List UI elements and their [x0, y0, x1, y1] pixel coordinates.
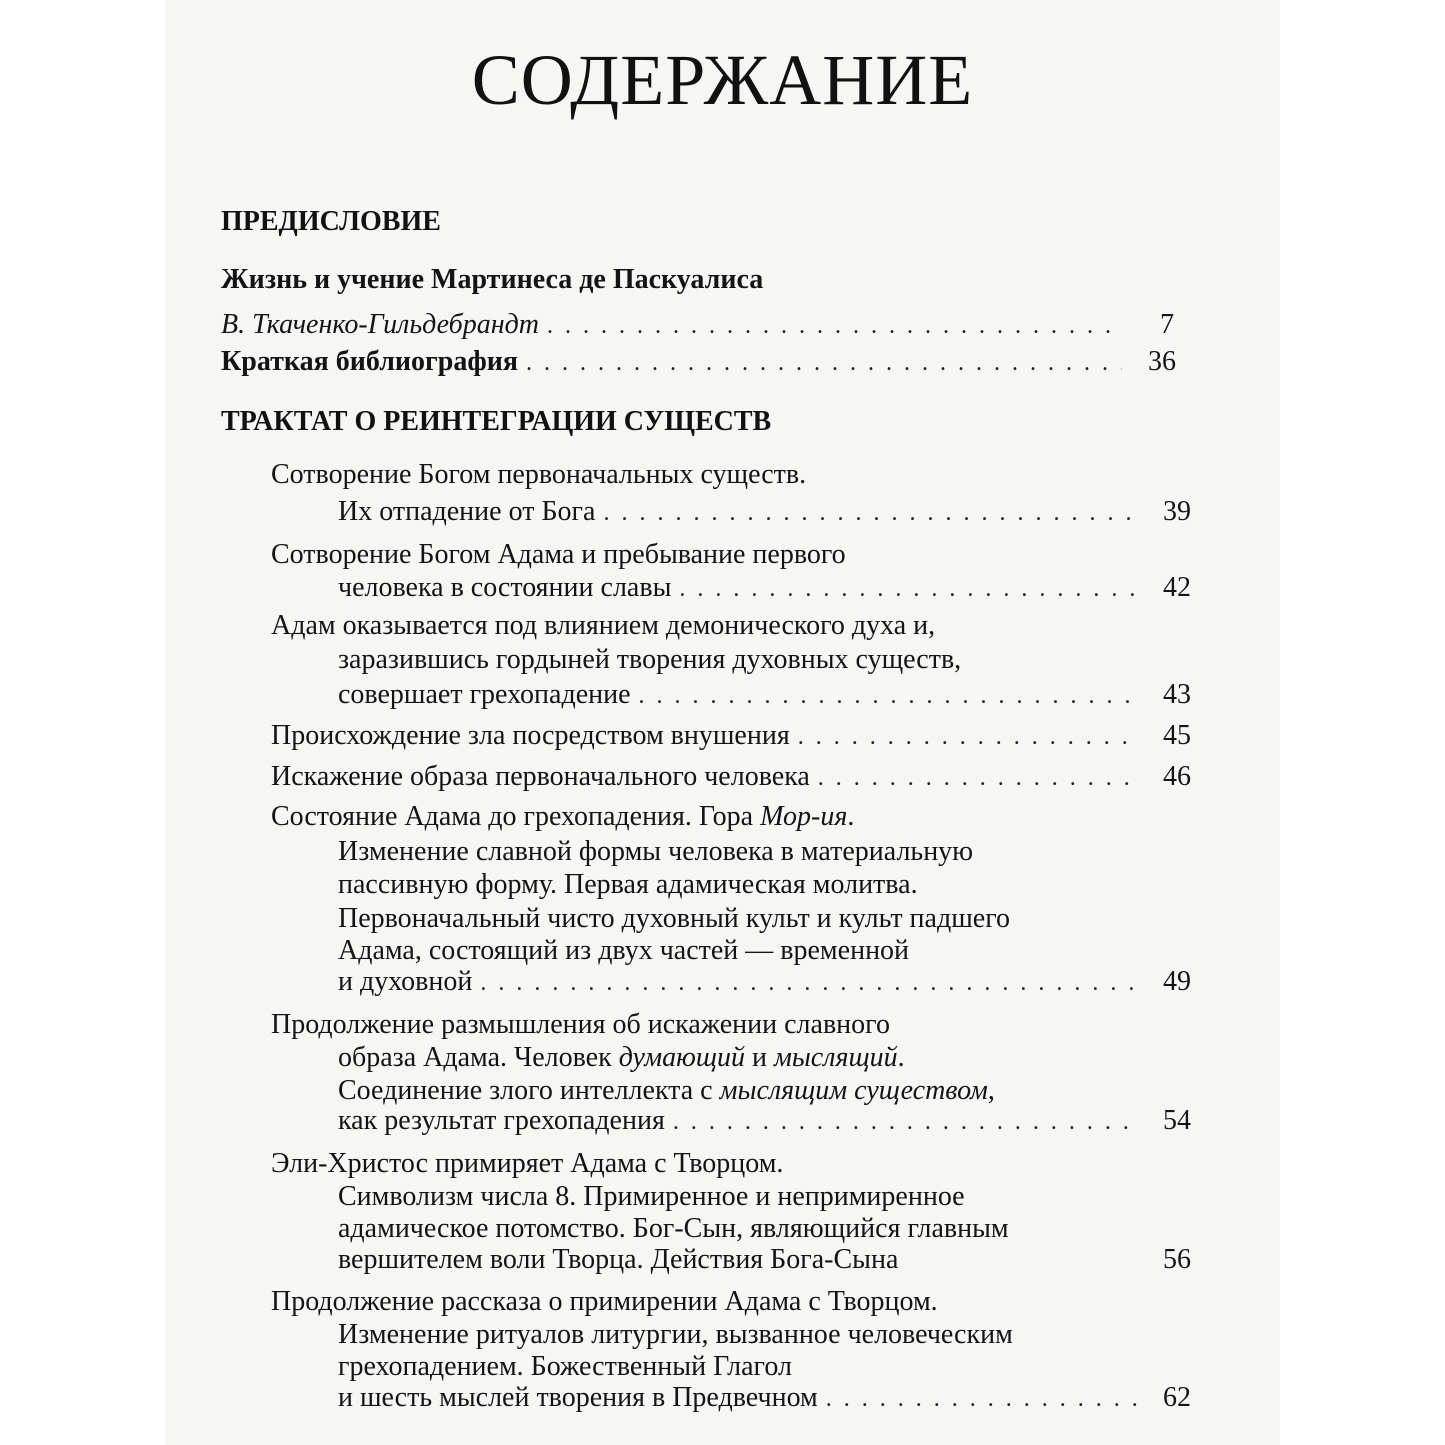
text-segment-italic: Мор-ия: [760, 801, 848, 832]
dot-leader: [639, 679, 1137, 713]
toc-page-number: 36: [1148, 346, 1176, 377]
text-segment-italic: думающий: [618, 1042, 745, 1073]
toc-entry-line: [338, 1041, 905, 1075]
dot-leader: [679, 572, 1137, 606]
toc-entry-author: В. Ткаченко-Гильдебрандт: [221, 309, 539, 340]
toc-page-number: 56: [1163, 1244, 1191, 1275]
toc-entry-line: Сотворение Богом Адама и пребывание первого: [271, 539, 846, 570]
toc-entry: [338, 571, 1191, 606]
toc-entry: [338, 1243, 1191, 1278]
toc-entry: [338, 1381, 1191, 1416]
toc-entry-line: заразившись гордыней творения духовных существ,: [338, 644, 962, 675]
toc-entry: [338, 965, 1191, 1000]
toc-entry: [221, 308, 1174, 343]
toc-entry-line: Изменение ритуалов литургии, вызванное человеческим: [338, 1319, 1013, 1350]
toc-entry-line: [338, 1074, 995, 1108]
dot-leader: [826, 1382, 1137, 1416]
toc-page-number: 54: [1163, 1105, 1191, 1136]
dot-leader: [547, 309, 1120, 343]
section-heading-treatise: ТРАКТАТ О РЕИНТЕГРАЦИИ СУЩЕСТВ: [221, 406, 772, 437]
toc-entry-line: человека в состоянии славы: [338, 572, 672, 603]
toc-entry-line: Сотворение Богом первоначальных существ.: [271, 459, 807, 490]
toc-entry-line: адамическое потомство. Бог-Сын, являющийся главным: [338, 1213, 1009, 1244]
toc-page-number: 49: [1163, 966, 1191, 997]
dot-leader: [673, 1105, 1137, 1139]
toc-page-number: 39: [1163, 496, 1191, 527]
toc-entry-title: Краткая библиография: [221, 346, 518, 377]
toc-entry-line: Символизм числа 8. Примиренное и непримиренное: [338, 1181, 965, 1212]
toc-page-number: 42: [1163, 572, 1191, 603]
toc-entry: [271, 719, 1191, 754]
toc-entry-line: пассивную форму. Первая адамическая молитва.: [338, 869, 918, 900]
toc-entry: [338, 495, 1191, 530]
toc-entry-line: Изменение славной формы человека в материальную: [338, 836, 974, 867]
toc-entry-line: и шесть мыслей творения в Предвечном: [338, 1382, 818, 1413]
toc-page-number: 45: [1163, 720, 1191, 751]
toc-entry-line: и духовной: [338, 966, 473, 997]
toc-page-number: 7: [1160, 309, 1174, 340]
toc-entry: [221, 345, 1176, 380]
toc-page-number: 43: [1163, 679, 1191, 710]
toc-entry-title: Жизнь и учение Мартинеса де Паскуалиса: [221, 264, 764, 295]
text-segment: Состояние Адама до грехопадения. Гора: [271, 801, 761, 832]
toc-entry-line: вершителем воли Творца. Действия Бога-Сына: [338, 1244, 899, 1275]
text-segment: .: [847, 801, 855, 832]
toc-entry-line: Продолжение рассказа о примирении Адама с Творцом.: [271, 1286, 938, 1317]
toc-entry-line: совершает грехопадение: [338, 679, 631, 710]
dot-leader: [798, 720, 1137, 754]
section-heading-preface: ПРЕДИСЛОВИЕ: [221, 206, 441, 237]
text-segment: образа Адама. Человек: [338, 1042, 619, 1073]
text-segment: ,: [987, 1075, 995, 1106]
dot-leader: [480, 966, 1137, 1000]
toc-entry: [338, 678, 1191, 713]
text-segment: и: [744, 1042, 774, 1073]
toc-entry: [271, 760, 1191, 795]
toc-entry-line: Происхождение зла посредством внушения: [271, 720, 790, 751]
dot-leader: [818, 761, 1137, 795]
dot-leader: [526, 346, 1122, 380]
toc-entry-line: [271, 800, 854, 834]
toc-entry-line: Их отпадение от Бога: [338, 496, 596, 527]
text-segment: Соединение злого интеллекта с: [338, 1075, 720, 1106]
toc-entry-line: Адам оказывается под влиянием демонического духа и,: [271, 610, 936, 641]
text-segment-italic: мыслящим существом: [719, 1075, 988, 1106]
text-segment-italic: мыслящий: [773, 1042, 898, 1073]
toc-entry-line: Продолжение размышления об искажении славного: [271, 1009, 890, 1040]
page-title: СОДЕРЖАНИЕ: [471, 40, 974, 120]
toc-entry: [338, 1104, 1191, 1139]
toc-page-number: 46: [1163, 761, 1191, 792]
toc-entry-line: Адама, состоящий из двух частей — временной: [338, 935, 910, 966]
toc-page-number: 62: [1163, 1382, 1191, 1413]
toc-entry-line: Эли-Христос примиряет Адама с Творцом.: [271, 1148, 784, 1179]
toc-entry-line: Первоначальный чисто духовный культ и культ падшего: [338, 903, 1010, 934]
toc-entry-line: как результат грехопадения: [338, 1105, 665, 1136]
toc-entry-line: Искажение образа первоначального человека: [271, 761, 810, 792]
dot-leader: [603, 496, 1137, 530]
toc-entry-line: грехопадением. Божественный Глагол: [338, 1351, 792, 1382]
text-segment: .: [897, 1042, 905, 1073]
